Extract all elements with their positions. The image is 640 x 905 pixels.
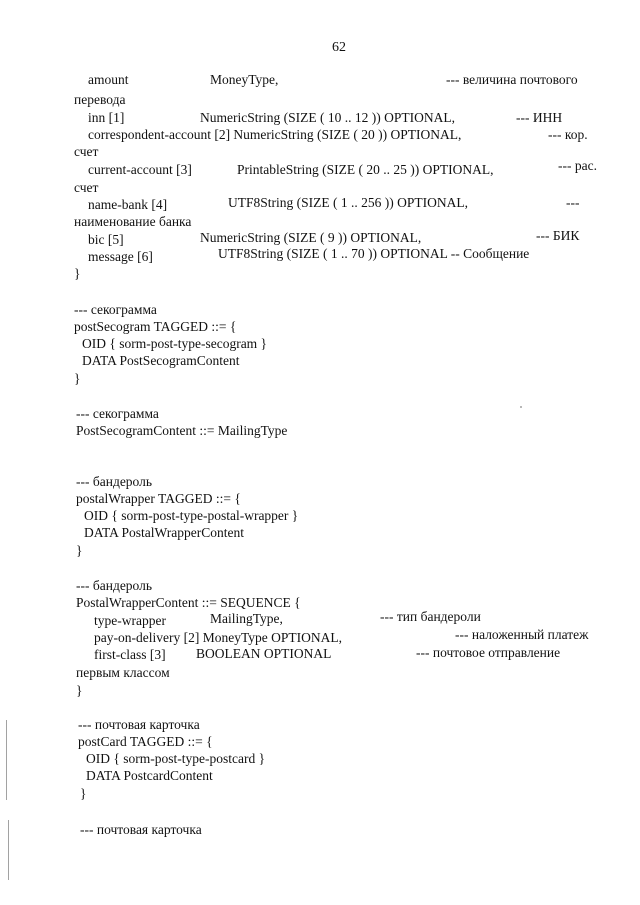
code-comment: --- рас.	[558, 158, 597, 173]
code-comment: --- секограмма	[74, 302, 157, 317]
code-brace: }	[76, 543, 83, 558]
code-token: pay-on-delivery [2] MoneyType OPTIONAL,	[94, 630, 342, 645]
code-comment: --- почтовая карточка	[78, 717, 200, 732]
code-token: PostalWrapperContent ::= SEQUENCE {	[76, 595, 301, 610]
code-comment: перевода	[74, 92, 126, 107]
code-token: DATA PostalWrapperContent	[84, 525, 244, 540]
code-token: PostSecogramContent ::= MailingType	[76, 423, 288, 438]
code-token: first-class [3]	[94, 647, 166, 662]
code-token: postCard TAGGED ::= {	[78, 734, 213, 749]
code-token: UTF8String (SIZE ( 1 .. 70 )) OPTIONAL -- Сообщение	[218, 246, 530, 261]
code-token: current-account [3]	[88, 162, 192, 177]
code-comment: --- бандероль	[76, 578, 153, 593]
code-brace: }	[74, 371, 81, 386]
code-comment: счет	[74, 144, 99, 159]
scan-artifact	[8, 820, 9, 880]
code-token: UTF8String (SIZE ( 1 .. 256 )) OPTIONAL,	[228, 195, 468, 210]
code-comment: --- кор.	[548, 127, 588, 142]
code-token: postalWrapper TAGGED ::= {	[76, 491, 241, 506]
code-token: OID { sorm-post-type-postcard }	[86, 751, 266, 766]
code-comment: --- бандероль	[76, 474, 153, 489]
code-token: OID { sorm-post-type-postal-wrapper }	[84, 508, 299, 523]
code-token: correspondent-account [2] NumericString (SIZE ( 20 )) OPTIONAL,	[88, 127, 462, 142]
code-token: MailingType,	[210, 611, 283, 626]
scan-artifact	[520, 406, 522, 408]
code-token: NumericString (SIZE ( 9 )) OPTIONAL,	[200, 230, 422, 245]
code-token: type-wrapper	[94, 613, 166, 628]
code-token: amount	[88, 72, 129, 87]
code-comment: --- почтовая карточка	[80, 822, 202, 837]
code-token: DATA PostcardContent	[86, 768, 213, 783]
code-comment: --- наложенный платеж	[455, 627, 589, 642]
code-comment: ---	[566, 195, 580, 210]
code-token: inn [1]	[88, 110, 125, 125]
code-brace: }	[76, 683, 83, 698]
code-token: MoneyType,	[210, 72, 279, 87]
code-comment: наименование банка	[74, 214, 192, 229]
code-token: bic [5]	[88, 232, 124, 247]
code-token: NumericString (SIZE ( 10 .. 12 )) OPTIONAL,	[200, 110, 455, 125]
scan-artifact	[6, 720, 7, 800]
code-comment: --- БИК	[536, 228, 580, 243]
code-token: OID { sorm-post-type-secogram }	[82, 336, 268, 351]
code-token: postSecogram TAGGED ::= {	[74, 319, 237, 334]
code-comment: --- ИНН	[516, 110, 563, 125]
code-token: DATA PostSecogramContent	[82, 353, 240, 368]
code-comment: --- почтовое отправление	[416, 645, 561, 660]
code-comment: первым классом	[76, 665, 170, 680]
code-token: message [6]	[88, 249, 153, 264]
code-token: name-bank [4]	[88, 197, 168, 212]
code-comment: --- секограмма	[76, 406, 159, 421]
code-brace: }	[74, 266, 81, 281]
page-number: 62	[332, 40, 346, 55]
code-comment: --- тип бандероли	[380, 609, 481, 624]
code-token: BOOLEAN OPTIONAL	[196, 646, 332, 661]
code-token: PrintableString (SIZE ( 20 .. 25 )) OPTIONAL,	[237, 162, 494, 177]
code-comment: --- величина почтового	[446, 72, 578, 87]
code-comment: счет	[74, 180, 99, 195]
code-brace: }	[80, 786, 87, 801]
